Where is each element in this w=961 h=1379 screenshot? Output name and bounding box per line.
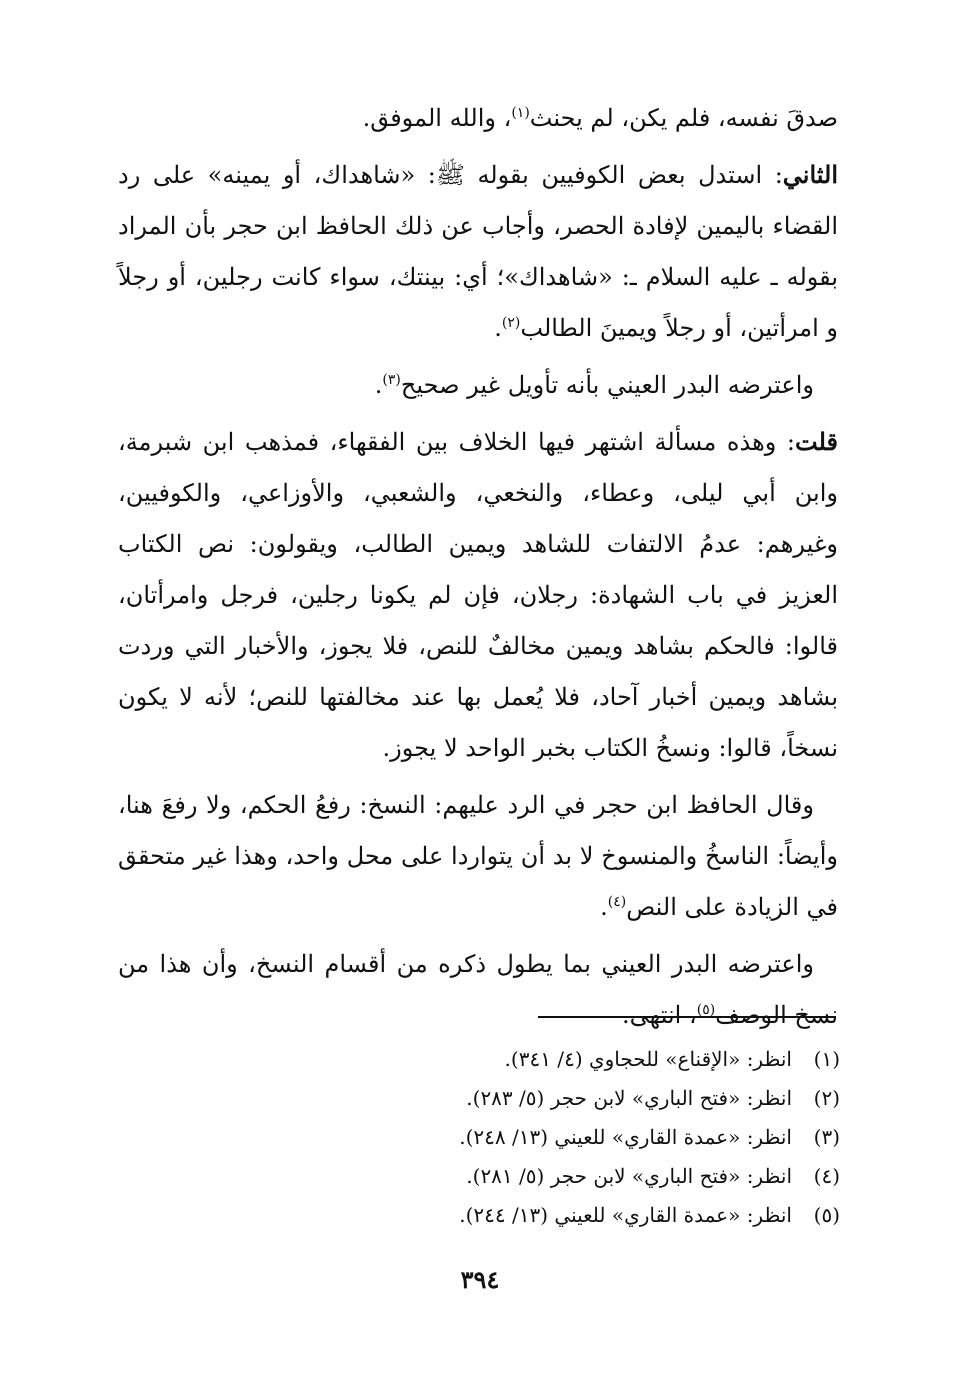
paragraph-tail: . (374, 371, 383, 399)
paragraph (118, 149, 838, 354)
footnote-number: (٣) (813, 1125, 840, 1149)
paragraph-text: : وهذه مسألة اشتهر فيها الخلاف بين الفقهاء، فمذهب ابن شبرمة، وابن أبي ليلى، وعطاء، والنخعي، والشعبي، والأوزاعي، والكوفيين، وغيرهم: عدمُ الالتفات للشاهد ويمين الطالب، ويقولون: نص الكتاب العزيز في باب الشهادة: رجلان، فإن لم يكونا رجلين، فرجل وامرأتان، قالوا: فالحكم بشاهد ويمين مخالفٌ للنص، فلا يجوز، والأخبار التي وردت بشاهد ويمين أخبار آحاد، فلا يُعمل بها عند مخالفتها للنص؛ لأنه لا يكون نسخاً، قالوا: ونسخُ الكتاب بخبر الواحد لا يجوز. (118, 428, 838, 762)
footnote (300, 1040, 840, 1079)
footnote (300, 1079, 840, 1118)
paragraph-lead: الثاني (782, 160, 838, 189)
paragraph-tail: ، والله الموفق. (362, 104, 512, 132)
footnote-divider (538, 1016, 834, 1018)
footnote-ref[interactable]: (٥) (696, 1002, 716, 1018)
paragraph-text: وقال الحافظ ابن حجر في الرد عليهم: النسخ: رفعُ الحكم، ولا رفعَ هنا، وأيضاً: الناسخُ والمنسوخ لا بد أن يتواردا على محل واحد، وهذا غير متحقق في الزيادة على النص (118, 791, 838, 921)
footnote-text: انظر: «فتح الباري» لابن حجر (٥/ ٢٨٣). (466, 1086, 792, 1110)
footnote-ref[interactable]: (٢) (501, 315, 521, 331)
footnote-text: انظر: «عمدة القاري» للعيني (١٣/ ٢٤٨). (459, 1125, 792, 1149)
paragraph-text: صدقَ نفسه، فلم يكن، لم يحنث (529, 104, 838, 132)
footnotes (300, 1040, 840, 1235)
page-number: ٣٩٤ (460, 1265, 500, 1294)
footnote-number: (٢) (813, 1086, 840, 1110)
footnote-text: انظر: «فتح الباري» لابن حجر (٥/ ٢٨١). (466, 1164, 792, 1188)
footnote-number: (١) (813, 1047, 840, 1071)
footnote-text: انظر: «الإقناع» للحجاوي (٤/ ٣٤١). (504, 1047, 792, 1071)
paragraph-text: واعترضه البدر العيني بأنه تأويل غير صحيح (400, 371, 814, 399)
footnote (300, 1196, 840, 1235)
footnote (300, 1118, 840, 1157)
paragraph-tail: . (600, 893, 608, 921)
paragraph (118, 92, 838, 144)
paragraph-lead: قلت (795, 427, 838, 456)
paragraph (118, 359, 838, 411)
main-text (118, 92, 838, 1046)
footnote-ref[interactable]: (٣) (382, 372, 401, 388)
paragraph-text: واعترضه البدر العيني بما يطول ذكره من أقسام النسخ، وأن هذا من نسخ الوصف (118, 950, 838, 1029)
footnote-text: انظر: «عمدة القاري» للعيني (١٣/ ٢٤٤). (459, 1203, 792, 1227)
paragraph (118, 779, 838, 933)
footnote (300, 1157, 840, 1196)
footnote-number: (٥) (813, 1203, 840, 1227)
paragraph (118, 938, 838, 1041)
footnote-number: (٤) (813, 1164, 840, 1188)
paragraph-tail: . (494, 314, 502, 342)
footnote-ref[interactable]: (١) (511, 105, 530, 121)
paragraph (118, 416, 838, 774)
paragraph-tail: ، انتهى. (622, 1001, 697, 1029)
paragraph-text: : استدل بعض الكوفيين بقوله ﷺ: «شاهداك، أو يمينه» على رد القضاء باليمين لإفادة الحصر، وأجاب عن ذلك الحافظ ابن حجر بأن المراد بقوله ـ عليه السلام ـ: «شاهداك»؛ أي: بينتك، سواء كانت رجلين، أو رجلاً و امرأتين، أو رجلاً ويمينَ الطالب (118, 161, 838, 342)
footnote-ref[interactable]: (٤) (607, 894, 627, 910)
